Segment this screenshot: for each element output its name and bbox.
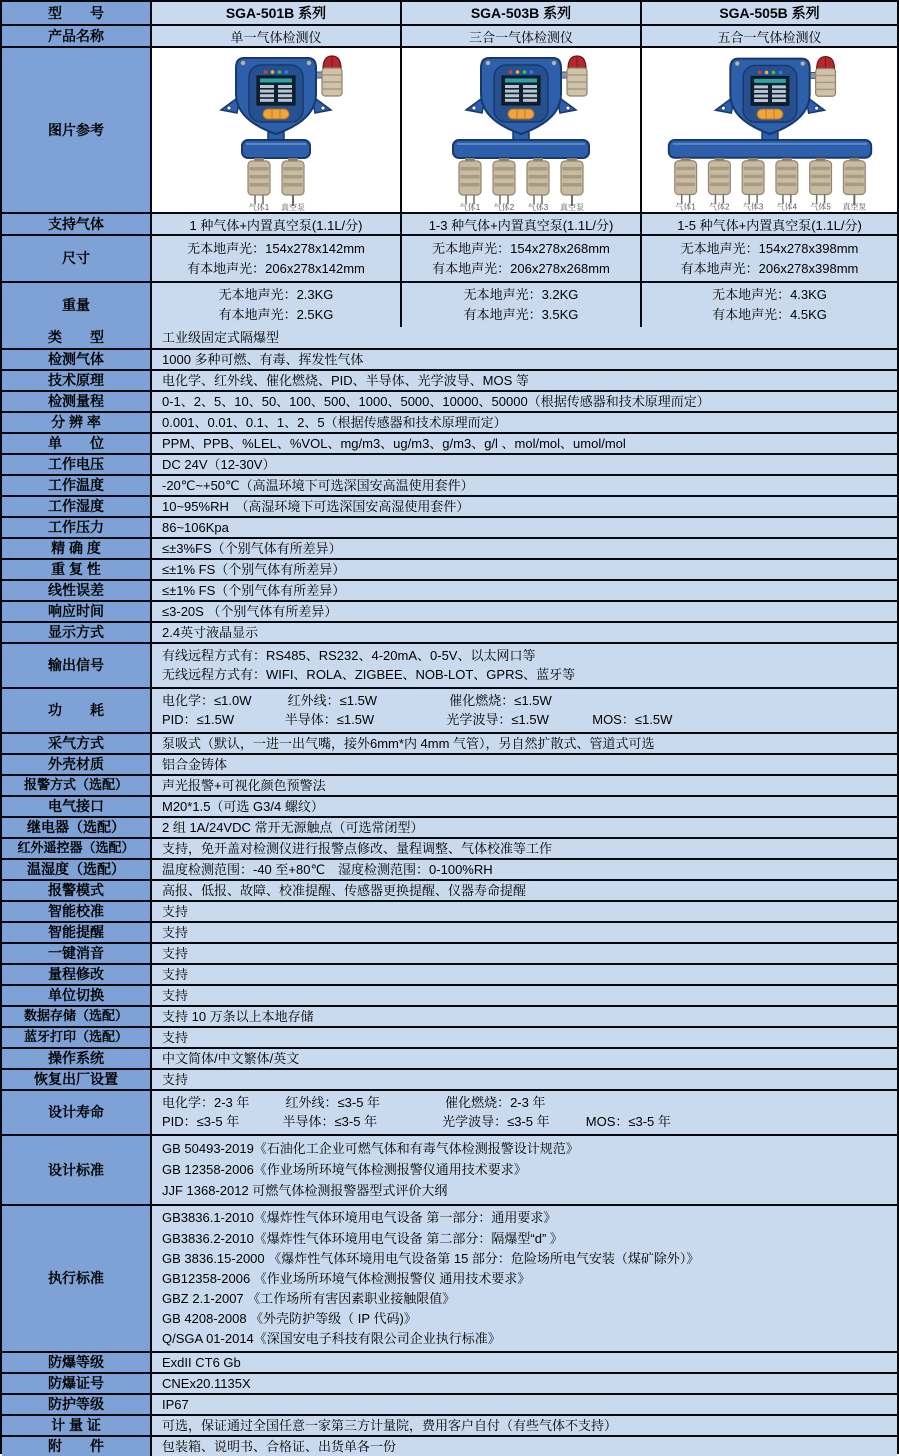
detector-illustration — [153, 52, 399, 212]
spec-row-35 — [2, 1089, 897, 1134]
spec-line: JJF 1368-2012 可燃气体检测报警器型式评价大纲 — [162, 1183, 448, 1199]
spec-line: 电化学：≤1.0W 红外线：≤1.5W 催化燃烧：≤1.5W — [162, 692, 552, 708]
spec-row-label: 单位切换 — [2, 986, 150, 1005]
weight-value: 无本地声光：2.3KG — [218, 287, 334, 303]
size-2 — [400, 236, 640, 281]
spec-line: 86~106Kpa — [162, 519, 229, 535]
spec-row-label: 工作湿度 — [2, 497, 150, 516]
spec-row-value — [150, 518, 897, 537]
spec-row-label: 分 辨 率 — [2, 413, 150, 432]
spec-row-label: 输出信号 — [2, 644, 150, 687]
weight-2 — [400, 283, 640, 327]
spec-line: 支持 — [162, 1071, 189, 1087]
spec-row-label: 设计标准 — [2, 1136, 150, 1204]
product-image-3 — [640, 48, 897, 212]
spec-line: GB12358-2006 《作业场所环境气体检测报警仪 通用技术要求》 — [162, 1270, 531, 1286]
spec-row-23 — [2, 837, 897, 858]
spec-row-label: 量程修改 — [2, 965, 150, 984]
sensor-label: 真空泵 — [281, 203, 305, 212]
spec-row-value — [150, 455, 897, 474]
spec-row-label: 工作压力 — [2, 518, 150, 537]
spec-line: ≤±1% FS（个别气体有所差异） — [162, 582, 346, 598]
spec-row-label: 采气方式 — [2, 734, 150, 753]
spec-row-value — [150, 1136, 897, 1204]
spec-row-value — [150, 1049, 897, 1068]
size-value: 无本地声光：154x278x398mm — [680, 240, 859, 256]
spec-row-33 — [2, 1047, 897, 1068]
spec-row-20 — [2, 774, 897, 795]
spec-row-value — [150, 797, 897, 816]
spec-row-39 — [2, 1372, 897, 1393]
spec-line: GB 12358-2006《作业场所环境气体检测报警仪通用技术要求》 — [162, 1162, 527, 1178]
row-label-model: 型 号 — [2, 2, 150, 24]
spec-row-3 — [2, 369, 897, 390]
spec-row-value — [150, 1437, 897, 1456]
spec-row-value — [150, 734, 897, 753]
spec-line: 支持 — [162, 1029, 189, 1045]
spec-line: 支持 — [162, 903, 189, 919]
spec-row-6 — [2, 432, 897, 453]
spec-row-24 — [2, 858, 897, 879]
spec-row-value — [150, 1070, 897, 1089]
sensor-label: 真空泵 — [560, 203, 584, 212]
sensor-label: 气体5 — [810, 202, 831, 212]
sensor-label: 气体3 — [527, 203, 549, 212]
spec-row-13 — [2, 579, 897, 600]
spec-row-22 — [2, 816, 897, 837]
spec-row-value — [150, 902, 897, 921]
spec-row-label: 防护等级 — [2, 1395, 150, 1414]
spec-line: IP67 — [162, 1396, 189, 1412]
spec-row-11 — [2, 537, 897, 558]
spec-row-value — [150, 1353, 897, 1372]
spec-row-30 — [2, 984, 897, 1005]
spec-row-value — [150, 755, 897, 774]
weight-value: 有本地声光：3.5KG — [463, 307, 579, 323]
spec-line: DC 24V（12-30V） — [162, 456, 276, 472]
spec-line: 声光报警+可视化颜色预警法 — [162, 777, 326, 793]
spec-row-label: 红外遥控器（选配） — [2, 839, 150, 858]
spec-row-value — [150, 327, 897, 348]
spec-row-27 — [2, 921, 897, 942]
spec-row-value — [150, 1007, 897, 1026]
spec-row-17 — [2, 687, 897, 732]
spec-row-label: 报警方式（选配） — [2, 776, 150, 795]
spec-line: PID：≤1.5W 半导体：≤1.5W 光学波导：≤1.5W MOS：≤1.5W — [162, 712, 673, 728]
spec-line: 支持 10 万条以上本地存储 — [162, 1008, 314, 1024]
spec-row-label: 显示方式 — [2, 623, 150, 642]
spec-row-value — [150, 434, 897, 453]
spec-line: GB 4208-2008 《外壳防护等级（ IP 代码)》 — [162, 1310, 417, 1326]
size-value: 有本地声光：206x278x398mm — [680, 260, 859, 276]
weight-1 — [150, 283, 400, 327]
row-product-name — [2, 24, 897, 46]
spec-line: 无线远程方式有：WIFI、ROLA、ZIGBEE、NOB-LOT、GPRS、蓝牙等 — [162, 667, 576, 683]
row-image-reference — [2, 46, 897, 212]
spec-row-5 — [2, 411, 897, 432]
weight-value: 无本地声光：3.2KG — [463, 287, 579, 303]
spec-row-value — [150, 1395, 897, 1414]
weight-value: 无本地声光：4.3KG — [712, 287, 827, 303]
spec-row-8 — [2, 474, 897, 495]
spec-row-19 — [2, 753, 897, 774]
spec-line: 0.001、0.01、0.1、1、2、5（根据传感器和技术原理而定） — [162, 414, 507, 430]
spec-row-1 — [2, 327, 897, 348]
spec-line: CNEx20.1135X — [162, 1375, 251, 1391]
spec-line: 可选，保证通过全国任意一家第三方计量院，费用客户自付（有些气体不支持） — [162, 1417, 618, 1433]
spec-row-label: 智能提醒 — [2, 923, 150, 942]
spec-row-value — [150, 497, 897, 516]
spec-row-label: 温湿度（选配） — [2, 860, 150, 879]
spec-row-32 — [2, 1026, 897, 1047]
spec-line: 中文简体/中文繁体/英文 — [162, 1050, 300, 1066]
spec-row-12 — [2, 558, 897, 579]
spec-line: GB3836.1-2010《爆炸性气体环境用电气设备 第一部分：通用要求》 — [162, 1210, 557, 1226]
spec-row-label: 防爆证号 — [2, 1374, 150, 1393]
spec-line: 电化学：2-3 年 红外线：≤3-5 年 催化燃烧：2-3 年 — [162, 1094, 546, 1110]
spec-line: GBZ 2.1-2007 《工作场所有害因素职业接触限值》 — [162, 1290, 456, 1306]
spec-row-label: 计 量 证 — [2, 1416, 150, 1435]
sensor-label: 气体2 — [709, 202, 730, 212]
spec-row-value — [150, 560, 897, 579]
spec-row-label: 检测气体 — [2, 350, 150, 369]
detector-illustration — [403, 52, 639, 212]
spec-line: 2 组 1A/24VDC 常开无源触点（可选常闭型） — [162, 819, 424, 835]
product-name-1: 单一气体检测仪 — [150, 26, 400, 46]
spec-line: Q/SGA 01-2014《深国安电子科技有限公司企业执行标准》 — [162, 1330, 501, 1346]
row-label-image-reference: 图片参考 — [2, 48, 150, 212]
spec-row-value — [150, 1091, 897, 1134]
sensor-label: 气体1 — [459, 203, 481, 212]
model-name-2: SGA-503B 系列 — [400, 2, 640, 24]
weight-3 — [640, 283, 897, 327]
spec-line: PID：≤3-5 年 半导体：≤3-5 年 光学波导：≤3-5 年 MOS：≤3-5 年 — [162, 1114, 671, 1130]
spec-line: 铝合金铸体 — [162, 756, 228, 772]
spec-row-42 — [2, 1435, 897, 1456]
spec-line: PPM、PPB、%LEL、%VOL、mg/m3、ug/m3、g/m3、g/l 、mol/mol、umol/mol — [162, 435, 626, 451]
spec-row-label: 外壳材质 — [2, 755, 150, 774]
spec-row-label: 设计寿命 — [2, 1091, 150, 1134]
spec-row-label: 电气接口 — [2, 797, 150, 816]
spec-row-label: 重 复 性 — [2, 560, 150, 579]
supported-gas-1: 1 种气体+内置真空泵(1.1L/分) — [150, 214, 400, 234]
model-name-1: SGA-501B 系列 — [150, 2, 400, 24]
spec-row-value — [150, 602, 897, 621]
spec-line: M20*1.5（可选 G3/4 螺纹） — [162, 798, 324, 814]
spec-row-value — [150, 689, 897, 732]
row-label-supported-gas: 支持气体 — [2, 214, 150, 234]
detector-illustration — [642, 52, 897, 212]
product-image-1 — [150, 48, 400, 212]
supported-gas-3: 1-5 种气体+内置真空泵(1.1L/分) — [640, 214, 897, 234]
spec-line: 包装箱、说明书、合格证、出货单各一份 — [162, 1438, 397, 1454]
spec-row-value — [150, 923, 897, 942]
spec-row-26 — [2, 900, 897, 921]
spec-line: 电化学、红外线、催化燃烧、PID、半导体、光学波导、MOS 等 — [162, 372, 529, 388]
spec-row-4 — [2, 390, 897, 411]
spec-row-label: 工作电压 — [2, 455, 150, 474]
spec-row-14 — [2, 600, 897, 621]
size-value: 无本地声光：154x278x142mm — [187, 240, 365, 256]
weight-value: 有本地声光：2.5KG — [218, 307, 334, 323]
spec-line: 温度检测范围：-40 至+80℃ 湿度检测范围：0-100%RH — [162, 861, 493, 877]
spec-row-value — [150, 539, 897, 558]
spec-row-label: 数据存储（选配） — [2, 1007, 150, 1026]
spec-row-label: 检测量程 — [2, 392, 150, 411]
spec-row-7 — [2, 453, 897, 474]
spec-row-40 — [2, 1393, 897, 1414]
spec-row-41 — [2, 1414, 897, 1435]
spec-row-label: 功 耗 — [2, 689, 150, 732]
size-3 — [640, 236, 897, 281]
size-1 — [150, 236, 400, 281]
spec-row-label: 附 件 — [2, 1437, 150, 1456]
product-image-2 — [400, 48, 640, 212]
spec-line: 支持 — [162, 987, 189, 1003]
spec-row-value — [150, 818, 897, 837]
spec-row-label: 蓝牙打印（选配） — [2, 1028, 150, 1047]
row-supported-gas — [2, 212, 897, 234]
spec-row-label: 精 确 度 — [2, 539, 150, 558]
spec-line: 工业级固定式隔爆型 — [162, 329, 280, 345]
spec-row-label: 继电器（选配） — [2, 818, 150, 837]
spec-row-value — [150, 986, 897, 1005]
spec-row-label: 报警模式 — [2, 881, 150, 900]
spec-line: 有线远程方式有：RS485、RS232、4-20mA、0-5V、以太网口等 — [162, 647, 536, 663]
spec-row-18 — [2, 732, 897, 753]
spec-line: 1000 多种可燃、有毒、挥发性气体 — [162, 351, 364, 367]
sensor-label: 气体1 — [675, 202, 696, 212]
sensor-label: 气体2 — [493, 203, 515, 212]
spec-row-label: 一键消音 — [2, 944, 150, 963]
spec-line: 泵吸式（默认，一进一出气嘴，接外6mm*内 4mm 气管），另自然扩散式、管道式可选 — [162, 735, 655, 751]
spec-row-28 — [2, 942, 897, 963]
spec-line: 0-1、2、5、10、50、100、500、1000、5000、10000、50000（根据传感器和技术原理而定） — [162, 393, 710, 409]
spec-line: 10~95%RH （高湿环境下可选深国安高湿使用套件） — [162, 498, 470, 514]
spec-row-value — [150, 776, 897, 795]
size-value: 无本地声光：154x278x268mm — [432, 240, 610, 256]
spec-row-37 — [2, 1204, 897, 1351]
spec-row-value — [150, 965, 897, 984]
spec-line: GB3836.2-2010《爆炸性气体环境用电气设备 第二部分：隔爆型“d” 》 — [162, 1230, 563, 1246]
spec-row-value — [150, 1374, 897, 1393]
spec-row-label: 类 型 — [2, 327, 150, 348]
spec-row-value — [150, 644, 897, 687]
spec-row-label: 单 位 — [2, 434, 150, 453]
product-name-3: 五合一气体检测仪 — [640, 26, 897, 46]
spec-row-21 — [2, 795, 897, 816]
spec-row-10 — [2, 516, 897, 537]
spec-row-label: 防爆等级 — [2, 1353, 150, 1372]
spec-line: ExdII CT6 Gb — [162, 1354, 241, 1370]
spec-line: -20℃~+50℃（高温环境下可选深国安高温使用套件） — [162, 477, 474, 493]
spec-row-value — [150, 860, 897, 879]
spec-line: 支持 — [162, 924, 189, 940]
spec-line: ≤±1% FS（个别气体有所差异） — [162, 561, 346, 577]
supported-gas-2: 1-3 种气体+内置真空泵(1.1L/分) — [400, 214, 640, 234]
spec-row-value — [150, 371, 897, 390]
spec-line: 支持，免开盖对检测仪进行报警点修改、量程调整、气体校准等工作 — [162, 840, 553, 856]
spec-row-value — [150, 392, 897, 411]
row-model — [2, 2, 897, 24]
spec-row-value — [150, 1416, 897, 1435]
spec-row-34 — [2, 1068, 897, 1089]
spec-row-value — [150, 1206, 897, 1351]
product-name-2: 三合一气体检测仪 — [400, 26, 640, 46]
row-weight — [2, 281, 897, 327]
spec-row-value — [150, 350, 897, 369]
row-label-product-name: 产品名称 — [2, 26, 150, 46]
spec-row-value — [150, 476, 897, 495]
spec-row-9 — [2, 495, 897, 516]
row-label-size: 尺寸 — [2, 236, 150, 281]
weight-value: 有本地声光：4.5KG — [712, 307, 827, 323]
sensor-label: 气体1 — [248, 203, 270, 212]
spec-row-label: 响应时间 — [2, 602, 150, 621]
spec-row-label: 线性误差 — [2, 581, 150, 600]
spec-line: ≤±3%FS（个别气体有所差异） — [162, 540, 342, 556]
spec-row-36 — [2, 1134, 897, 1204]
spec-line: 支持 — [162, 945, 189, 961]
sensor-label: 真空泵 — [842, 202, 867, 212]
spec-row-25 — [2, 879, 897, 900]
sensor-label: 气体4 — [776, 202, 797, 212]
spec-row-value — [150, 881, 897, 900]
spec-line: 2.4英寸液晶显示 — [162, 624, 259, 640]
spec-row-label: 工作温度 — [2, 476, 150, 495]
spec-row-value — [150, 839, 897, 858]
sensor-label: 气体3 — [743, 202, 764, 212]
spec-row-label: 智能校准 — [2, 902, 150, 921]
spec-line: GB 50493-2019《石油化工企业可燃气体和有毒气体检测报警设计规范》 — [162, 1141, 579, 1157]
spec-row-38 — [2, 1351, 897, 1372]
row-label-weight: 重量 — [2, 283, 150, 327]
size-value: 有本地声光：206x278x268mm — [432, 260, 610, 276]
spec-row-label: 技术原理 — [2, 371, 150, 390]
spec-line: ≤3-20S （个别气体有所差异） — [162, 603, 338, 619]
spec-line: 高报、低报、故障、校准提醒、传感器更换提醒、仪器寿命提醒 — [162, 882, 527, 898]
spec-row-16 — [2, 642, 897, 687]
spec-row-value — [150, 413, 897, 432]
spec-rows-container — [2, 327, 897, 1456]
size-value: 有本地声光：206x278x142mm — [187, 260, 365, 276]
spec-row-2 — [2, 348, 897, 369]
spec-row-value — [150, 581, 897, 600]
row-size — [2, 234, 897, 281]
spec-row-label: 恢复出厂设置 — [2, 1070, 150, 1089]
spec-line: GB 3836.15-2000 《爆炸性气体环境用电气设备第 15 部分：危险场所电气安装（煤矿除外）》 — [162, 1250, 700, 1266]
spec-row-29 — [2, 963, 897, 984]
spec-line: 支持 — [162, 966, 189, 982]
spec-row-31 — [2, 1005, 897, 1026]
spec-row-label: 操作系统 — [2, 1049, 150, 1068]
spec-row-value — [150, 944, 897, 963]
model-name-3: SGA-505B 系列 — [640, 2, 897, 24]
spec-row-value — [150, 1028, 897, 1047]
spec-row-label: 执行标准 — [2, 1206, 150, 1351]
spec-row-value — [150, 623, 897, 642]
spec-row-15 — [2, 621, 897, 642]
